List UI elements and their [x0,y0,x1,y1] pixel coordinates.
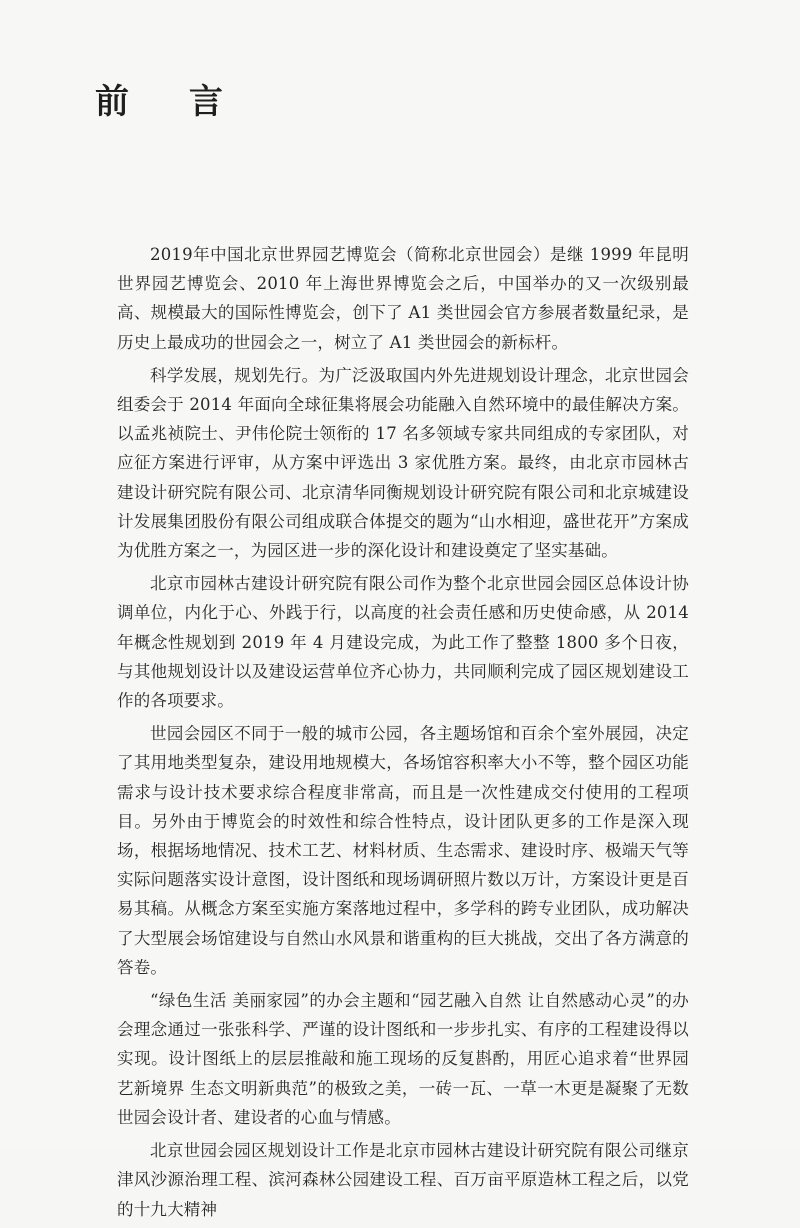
paragraph: 科学发展，规划先行。为广泛汲取国内外先进规划设计理念，北京世园会组委会于 2014 年面向全球征集将展会功能融入自然环境中的最佳解决方案。以孟兆祯院士、尹伟伦院士领衔的 17 名多领域专家共同组成的专家团队，对应征方案进行评审，从方案中评选出 3 家优胜方案。最终，由北京市园林古建设计研究院有限公司、北京清华同衡规划设计研究院有限公司和北京城建设计发展集团股份有限公司组成联合体提交的题为“山水相迎，盛世花开”方案成为优胜方案之一，为园区进一步的深化设计和建设奠定了坚实基础。 [117,365,689,561]
paragraph: 北京世园会园区规划设计工作是北京市园林古建设计研究院有限公司继京津风沙源治理工程、滨河森林公园建设工程、百万亩平原造林工程之后，以党的十九大精神 [117,1141,689,1219]
paragraph: 北京市园林古建设计研究院有限公司作为整个北京世园会园区总体设计协调单位，内化于心、外践于行，以高度的社会责任感和历史使命感，从 2014 年概念性规划到 2019 年 4 月建设完成，为此工作了整整 1800 多个日夜，与其他规划设计以及建设运营单位齐心协力，共同顺利完成了园区规划建设工作的各项要求。 [117,574,689,711]
paragraph: 世园会园区不同于一般的城市公园，各主题场馆和百余个室外展园，决定了其用地类型复杂，建设用地规模大，各场馆容积率大小不等，整个园区功能需求与设计技术要求综合程度非常高，而且是一次性建成交付使用的工程项目。另外由于博览会的时效性和综合性特点，设计团队更多的工作是深入现场，根据场地情况、技术工艺、材料材质、生态需求、建设时序、极端天气等实际问题落实设计意图，设计图纸和现场调研照片数以万计，方案设计更是百易其稿。从概念方案至实施方案落地过程中，多学科的跨专业团队，成功解决了大型展会场馆建设与自然山水风景和谐重构的巨大挑战，交出了各方满意的答卷。 [117,724,689,977]
body-text [117,240,689,1228]
paragraph: 2019年中国北京世界园艺博览会（简称北京世园会）是继 1999 年昆明世界园艺博览会、2010 年上海世界博览会之后，中国举办的又一次级别最高、规模最大的国际性博览会，创下了 A1 类世园会官方参展者数量纪录，是历史上最成功的世园会之一，树立了 A1 类世园会的新标杆。 [117,245,689,352]
paragraph: “绿色生活 美丽家园”的办会主题和“园艺融入自然 让自然感动心灵”的办会理念通过一张张科学、严谨的设计图纸和一步步扎实、有序的工程建设得以实现。设计图纸上的层层推敲和施工现场的反复斟酌，用匠心追求着“世界园艺新境界 生态文明新典范”的极致之美，一砖一瓦、一草一木更是凝聚了无数世园会设计者、建设者的心血与情感。 [117,991,689,1127]
page-title: 前 言 [95,82,247,122]
